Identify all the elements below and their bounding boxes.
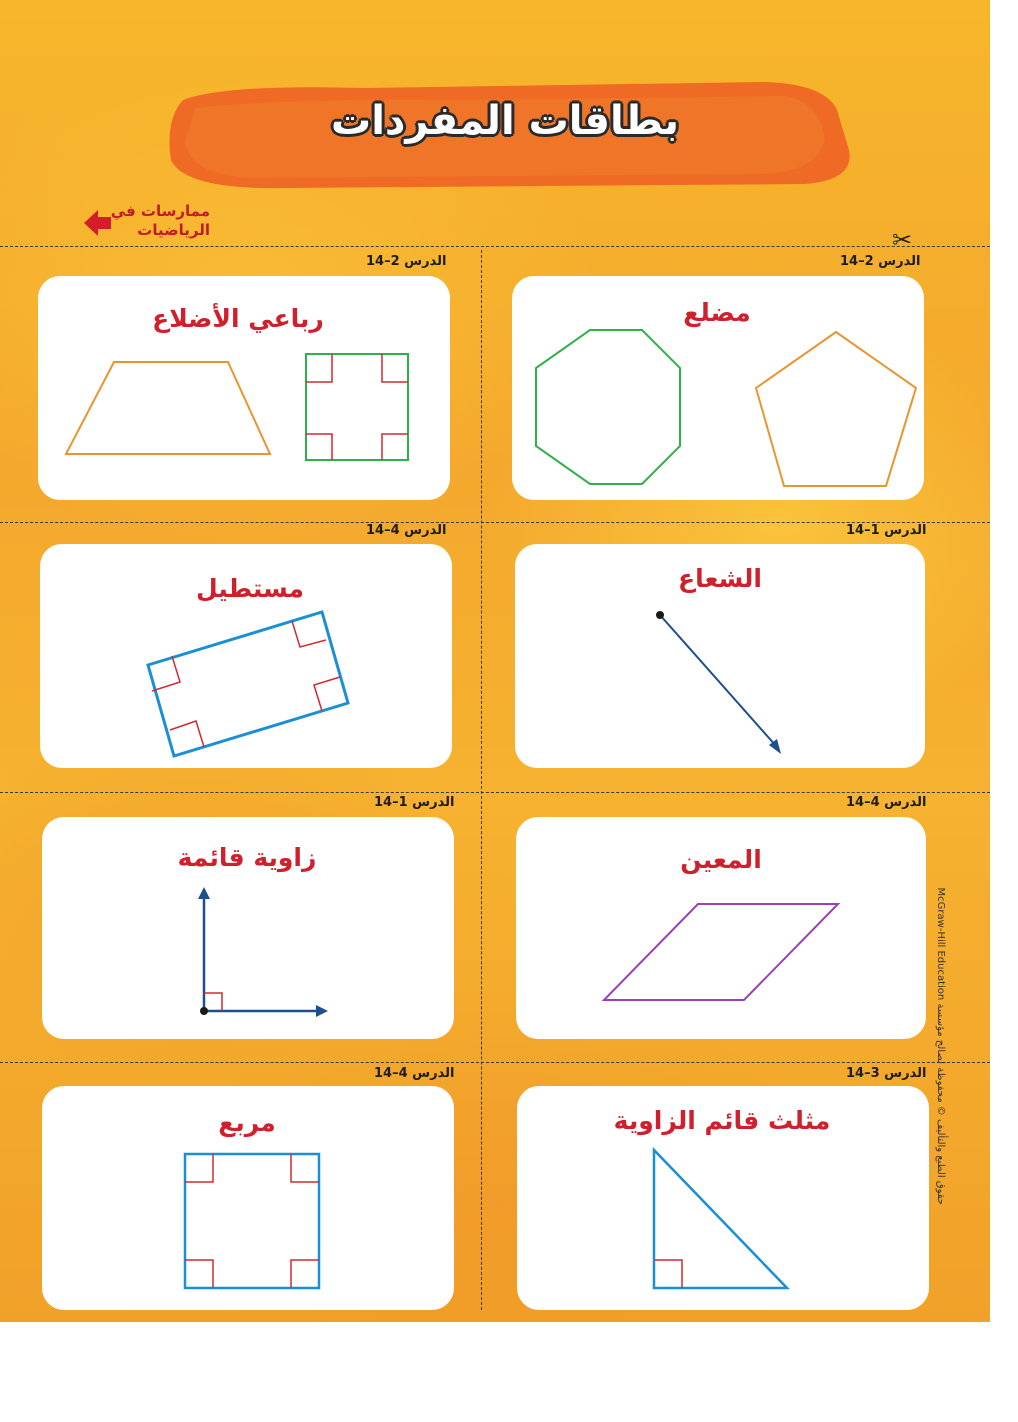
lesson-label: الدرس 4–14: [846, 795, 927, 810]
fold-line: [481, 250, 482, 1310]
scissors-icon: ✂: [892, 226, 913, 254]
vocab-card-ray[interactable]: [515, 544, 925, 768]
card-term: مستطيل: [196, 574, 304, 603]
left-arrow-icon: [82, 208, 112, 238]
copyright-text: حقوق الطبع والتأليف © محفوظة لصالح مؤسسة McGraw-Hill Education: [935, 887, 946, 1205]
card-term: رباعي الأضلاع: [152, 304, 324, 333]
lesson-label: الدرس 2–14: [840, 254, 921, 269]
trapezoid-square-icon: [38, 276, 450, 500]
math-practices-label: [111, 202, 210, 240]
lesson-label: الدرس 4–14: [366, 523, 447, 538]
vocab-card-polygon[interactable]: [512, 276, 924, 500]
title-banner: [165, 80, 855, 190]
lesson-label: الدرس 4–14: [374, 1066, 455, 1081]
vocab-card-rectangle[interactable]: [40, 544, 452, 768]
lesson-label: الدرس 3–14: [846, 1066, 927, 1081]
vocab-card-quadrilateral[interactable]: [38, 276, 450, 500]
math-practices-line1: ممارسات في: [110, 202, 210, 220]
ray-icon: [515, 544, 925, 768]
math-practices-line2: الرياضيات: [137, 221, 210, 239]
square-icon: [42, 1086, 454, 1310]
vocab-card-square[interactable]: [42, 1086, 454, 1310]
card-term: زاوية قائمة: [177, 843, 317, 872]
cut-line: [0, 792, 990, 793]
cut-line: [0, 246, 990, 247]
rhombus-icon: [516, 817, 926, 1039]
lesson-label: الدرس 2–14: [366, 254, 447, 269]
card-term: المعين: [680, 845, 762, 874]
card-term: مضلع: [683, 298, 751, 327]
cut-line: [0, 522, 990, 523]
vocab-card-right-angle[interactable]: [42, 817, 454, 1039]
lesson-label: الدرس 1–14: [846, 523, 927, 538]
pentagon-octagon-icon: [512, 276, 924, 500]
vocab-card-right-triangle[interactable]: [517, 1086, 929, 1310]
card-term: مربع: [218, 1108, 276, 1137]
lesson-label: الدرس 1–14: [374, 795, 455, 810]
right-triangle-icon: [517, 1086, 929, 1310]
card-term: مثلث قائم الزاوية: [613, 1106, 831, 1135]
cut-line: [0, 1062, 990, 1063]
vocab-card-rhombus[interactable]: [516, 817, 926, 1039]
right-angle-icon: [42, 817, 454, 1039]
page-title: بطاقات المفردات: [331, 98, 679, 144]
card-term: الشعاع: [678, 564, 762, 593]
copyright-credit: [932, 887, 946, 1205]
rectangle-icon: [40, 544, 452, 768]
math-practices-link[interactable]: [78, 200, 228, 252]
